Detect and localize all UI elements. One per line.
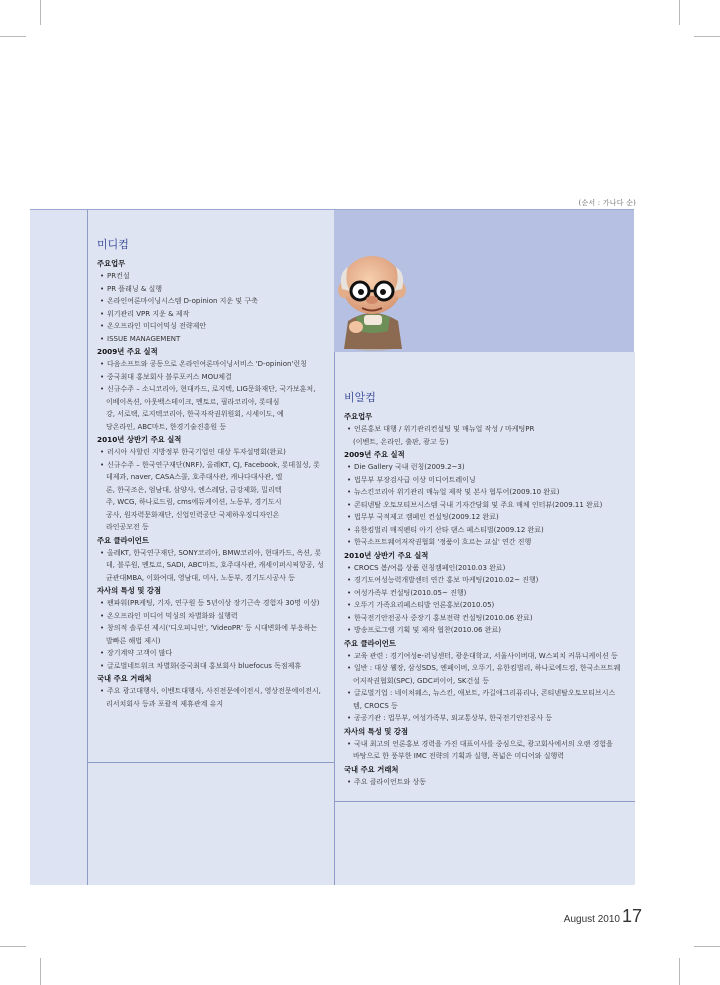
section-heading: 2009년 주요 실적	[97, 347, 158, 356]
list-item: • 글로벌기업 : 네이처웨스, 뉴스킨, 애보트, 카길애그리퓨리나, 콘티넨탈오토모티브시스	[344, 687, 630, 700]
list-item-cont: 라인공모전 등	[106, 523, 149, 531]
list-item: • PR 플래닝 & 실행	[97, 283, 329, 296]
list-item: • 오뚜기 가족요리페스티발 언론홍보(2010.05)	[344, 599, 630, 612]
list-item: • 한국소프트웨어저작권협회 '정품이 흐르는 교실' 연간 진행	[344, 536, 630, 549]
list-item: • 창의적 솔루션 제시('디오피니언', 'VideoPR' 등 시대변화에 부응하는	[97, 622, 329, 635]
list-item-cont: 공사, 원자력문화재단, 신업인력공단 국제하우징디자인온	[106, 510, 280, 519]
list-item: • 방송프로그램 기획 및 제작 협찬(2010.06 완료)	[344, 624, 630, 637]
order-note: (순서 : 가나다 순)	[578, 199, 636, 207]
list-item: • 신규수주 – 소니코리아, 현대카드, 로지텍, LIG문화재단, 국가보훈처,	[97, 383, 329, 396]
page-number: 17	[621, 906, 642, 926]
panel-bottom-rule	[88, 762, 334, 763]
list-item: • Die Gallery 국내 런칭(2009.2~3)	[344, 461, 630, 474]
list-item: • 다음소프트와 공동으로 온라인여론마이닝서비스 'D-opinion'런칭	[97, 358, 329, 371]
list-item: • ISSUE MANAGEMENT	[97, 333, 329, 346]
list-item: • 러시아 사할린 지방정부 한국기업인 대상 투자설명회(완료)	[97, 446, 329, 459]
page-footer	[564, 906, 642, 927]
list-item-cont: 강, 서로택, 로지텍코리아, 한국자작권위원회, 시세이도, 예	[106, 410, 284, 418]
list-item: • 올레KT, 한국연구재단, SONY코리아, BMW코리아, 현대카드, 옥션, 롯	[97, 547, 329, 560]
list-item-cont: 바탕으로 한 풍부한 IMC 전략의 기획과 실행, 폭넓은 미디어와 실행력	[353, 752, 565, 760]
left-band	[30, 210, 87, 885]
list-item: • 중국최대 홍보회사 블루포커스 MOU체결	[97, 371, 329, 384]
list-item-cont: 이베이옥션, 아웃백스테이크, 멘토르, 필라코리아, 롯데심	[106, 397, 280, 406]
crop-mark-tl-v	[40, 0, 41, 25]
list-item-cont: 론, 한국조은, 엄남대, 삼양사, 엔스레담, 금강제화, 밀리텍	[106, 485, 282, 494]
list-item: • 유한킴벌리 매직펜티 아기 산타 댄스 페스티벌(2009.12 완료)	[344, 524, 630, 537]
list-item: • CROCS 봄/여름 상품 런칭캠페인(2010.03 완료)	[344, 562, 630, 575]
list-item: • 법무부 부장검사급 이상 미디어트레이닝	[344, 474, 630, 487]
crop-mark-br-h	[694, 946, 720, 947]
list-item: • 언론홍보 대행 / 위기관리컨설팅 및 매뉴얼 작성 / 마케팅PR	[344, 423, 630, 436]
list-item: • 팬파워(PR케팅, 기자, 연구원 등 5년이상 장기근속 경험자 30명 이상)	[97, 597, 329, 610]
list-item: • PR컨설	[97, 270, 329, 283]
list-item: • 뉴스킨코리아 위기관리 매뉴얼 제작 및 본사 협투어(2009.10 완료)	[344, 486, 630, 499]
list-item-cont: 당온라인, ABC마트, 한경기술진흥원 등	[106, 422, 227, 431]
list-item: • 주요 클라이언트와 상동	[344, 776, 630, 789]
list-item-cont: 데, 블루원, 멘토르, SADI, ABC마트, 호주대사관, 캐세이퍼시픽항공, 성	[106, 561, 324, 569]
list-item: • 위기관리 VPR 지운 & 제작	[97, 308, 329, 321]
company-title: 비알컴	[344, 391, 376, 404]
list-item-cont: 템, CROCS 등	[353, 701, 398, 710]
list-item: • 콘티넨탈 오토모티브시스템 국내 기자간담회 및 주요 매체 인터뷰(2009.11 완료)	[344, 499, 630, 512]
company-title: 미디컴	[97, 238, 129, 251]
section-heading: 자사의 특성 및 강점	[97, 586, 162, 595]
list-item: • 여성가족부 컨설팅(2010.05~ 진행)	[344, 587, 630, 600]
list-item: • 일반 : 대상 웰장, 삼성SDS, 엔페이버, 오뚜기, 유한킴벌리, 하나로에드컴, 한국소프트웨	[344, 662, 630, 675]
section-heading: 2009년 주요 실적	[344, 450, 405, 459]
panel-bottom-rule	[335, 801, 635, 802]
company-panel-brcom	[334, 352, 635, 885]
list-item-cont: 어저작권협회(SPC), GDC퍼이어, SK건설 등	[353, 676, 490, 685]
list-item: • 온오프라인 미디어믹싱 전략제안	[97, 320, 329, 333]
company-panel-medicom	[87, 210, 335, 885]
crop-mark-tl-h	[0, 36, 26, 37]
list-item: • 장기계약 고객이 많다	[97, 647, 329, 660]
list-item: • 온오프라인 미디어 믹싱의 차별화와 실행력	[97, 610, 329, 623]
crop-mark-tr-h	[694, 36, 720, 37]
list-item: • 법무부 국적제고 캠페인 컨설팅(2009.12 완료)	[344, 511, 630, 524]
list-item: • 경기도여성능력개발센터 연간 홍보 마케팅(2010.02~ 진행)	[344, 574, 630, 587]
list-item-cont: (이벤트, 온라인, 출판, 광고 등)	[353, 437, 449, 446]
list-item: • 한국전기안전공사 중장기 홍보전략 컨설팅(2010.06 완료)	[344, 612, 630, 625]
list-item-cont: 주, WCG, 하나로드림, cms에듀케이션, 노동부, 경기도시	[106, 498, 282, 506]
section-heading: 주요업무	[344, 412, 373, 421]
list-item-cont: 균관대MBA, 이화여대, 영남대, 미사, 노동부, 경기도시공사 등	[106, 573, 295, 582]
bald-man-character-illustration	[326, 245, 416, 353]
list-item-cont: 데제과, naver, CASA스콜, 호주대사관, 캐나다대사관, 엘	[106, 473, 283, 481]
list-item: • 글로벌네트워크 차별화(중국최대 홍보회사 bluefocus 독점제휴	[97, 660, 329, 673]
section-heading: 주요 클라이언트	[344, 638, 396, 648]
section-heading: 국내 주요 거래처	[344, 764, 399, 774]
list-item: • 신규수주 – 한국연구재단(NRF), 올레KT, CJ, Facebook, 롯데칠성, 롯	[97, 459, 329, 472]
list-item: • 주요 광고대행사, 이벤트대행사, 사진전문에이전시, 영상전문에이전시,	[97, 685, 329, 698]
crop-mark-bl-v	[40, 958, 41, 985]
section-heading: 2010년 상반기 주요 실적	[97, 435, 182, 444]
list-item: • 교육 관련 : 경기여성e-러닝센터, 광운대학교, 서울사이버대, W스피치 커뮤니케이션 등	[344, 650, 630, 663]
list-item-cont: 발빠른 해법 제시)	[106, 636, 161, 645]
crop-mark-bl-h	[0, 946, 26, 947]
section-heading: 주요 클라이언트	[97, 535, 149, 545]
list-item: • 공공기관 : 법무부, 여성가족부, 외교통상부, 한국전기안전공사 등	[344, 712, 630, 725]
issue-date: August 2010	[563, 914, 620, 925]
section-heading: 자사의 특성 및 강점	[344, 726, 409, 736]
section-heading: 국내 주요 거래처	[97, 674, 152, 683]
list-item: • 온라인여론마이닝시스템 D-opinion 지운 및 구축	[97, 295, 329, 308]
section-heading: 2010년 상반기 주요 실적	[344, 550, 429, 560]
list-item-cont: 리서치회사 등과 포괄적 제휴관계 유지	[106, 699, 224, 708]
list-item: • 국내 최고의 언론홍보 경력을 가진 대표이사를 중심으로, 광고회사에서의 오랜 경험을	[344, 738, 630, 751]
crop-mark-tr-v	[679, 0, 680, 25]
crop-mark-br-v	[679, 958, 680, 985]
section-heading: 주요업무	[97, 259, 126, 268]
